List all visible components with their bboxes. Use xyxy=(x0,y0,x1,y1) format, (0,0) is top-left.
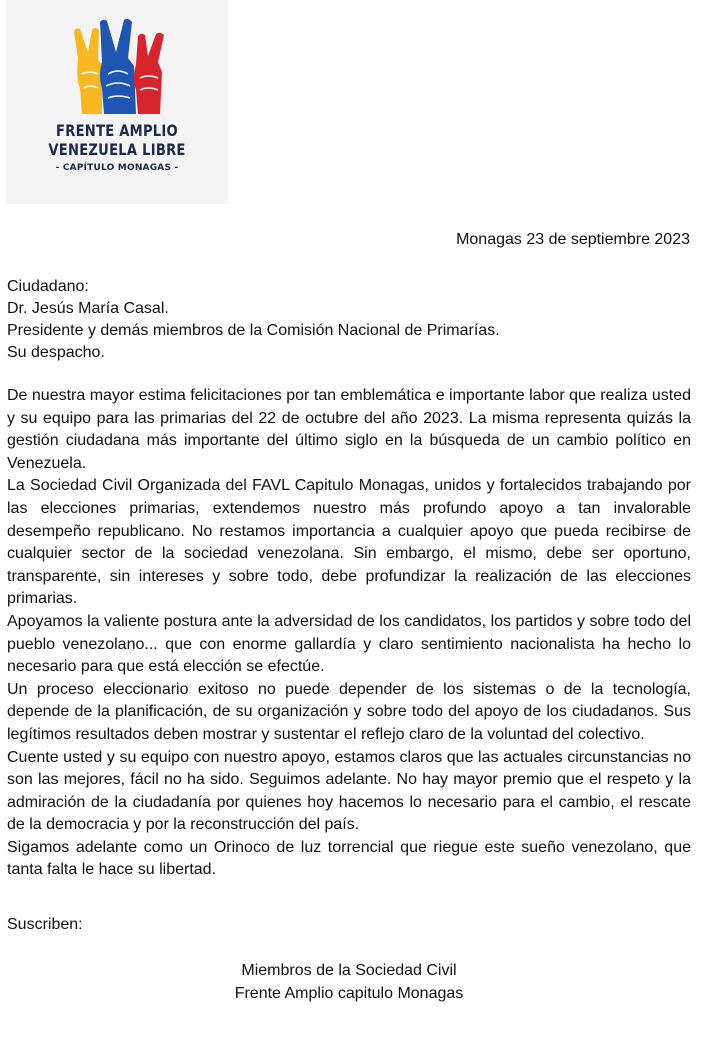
addressee-line: Dr. Jesús María Casal. xyxy=(7,300,169,317)
letter-date: Monagas 23 de septiembre 2023 xyxy=(456,231,690,248)
signature-line: Miembros de la Sociedad Civil xyxy=(241,962,457,979)
addressee-line: Su despacho. xyxy=(7,344,105,361)
body-paragraph: Apoyamos la valiente postura ante la adversidad de los candidatos, los partidos y sobre todo del pueblo venezolano... que con enorme gallardía y claro sentimiento nacionalista ha hecho lo necesario para que está elección se efectúe. xyxy=(7,612,691,676)
addressee-line: Presidente y demás miembros de la Comisión Nacional de Primarías. xyxy=(7,322,500,339)
letter-body xyxy=(7,385,691,882)
body-paragraph: Cuente usted y su equipo con nuestro apoyo, estamos claros que las actuales circunstancias no son las mejores, fácil no ha sido. Seguimos adelante. No hay mayor premio que el respeto y la admiración de la ciudadanía por quienes hoy hacemos lo necesario para el cambio, el rescate de la democracia y por la reconstrucción del país. xyxy=(7,748,691,834)
body-paragraph: Sigamos adelante como un Orinoco de luz torrencial que riegue este sueño venezolano, que tanta falta le hace su libertad. xyxy=(7,838,691,879)
signature-line: Frente Amplio capitulo Monagas xyxy=(234,985,464,1002)
closing-label: Suscriben: xyxy=(7,916,83,933)
red-hand-icon xyxy=(134,33,164,114)
body-paragraph: Un proceso eleccionario exitoso no puede depender de los sistemas o de la tecnología, depende de la planificación, de su organización y sobre todo del apoyo de los ciudadanos. Sus legítimos resultados deben mostrar y sustentar el reflejo claro de la voluntad del colectivo. xyxy=(7,680,691,743)
logo-title-line1: FRENTE AMPLIO xyxy=(56,121,178,140)
blue-hand-icon xyxy=(100,19,136,114)
victory-hands-logo-icon xyxy=(72,18,168,116)
signature-block xyxy=(0,959,698,1005)
organization-logo xyxy=(6,0,228,204)
yellow-hand-icon xyxy=(74,28,102,114)
logo-title-line2: VENEZUELA LIBRE xyxy=(48,140,186,159)
body-paragraph: La Sociedad Civil Organizada del FAVL Capitulo Monagas, unidos y fortalecidos trabajando por las elecciones primarias, extendemos nuestro más profundo apoyo a tan invalorable desempeño republicano. No restamos importancia a cualquier apoyo que pueda recibirse de cualquier sector de la sociedad venezolana. Sin embargo, el mismo, debe ser oportuno, transparente, sin intereses y sobre todo, debe profundizar la realización de las elecciones primarias. xyxy=(7,477,691,608)
addressee-block xyxy=(7,276,500,364)
logo-chapter-line: - CAPÍTULO MONAGAS - xyxy=(55,163,179,173)
body-paragraph: De nuestra mayor estima felicitaciones por tan emblemática e importante labor que realiza usted y su equipo para las primarias del 22 de octubre del año 2023. La misma representa quizás la gestión ciudadana más importante del último siglo en la búsqueda de un cambio político en Venezuela. xyxy=(7,387,691,472)
addressee-line: Ciudadano: xyxy=(7,278,89,295)
